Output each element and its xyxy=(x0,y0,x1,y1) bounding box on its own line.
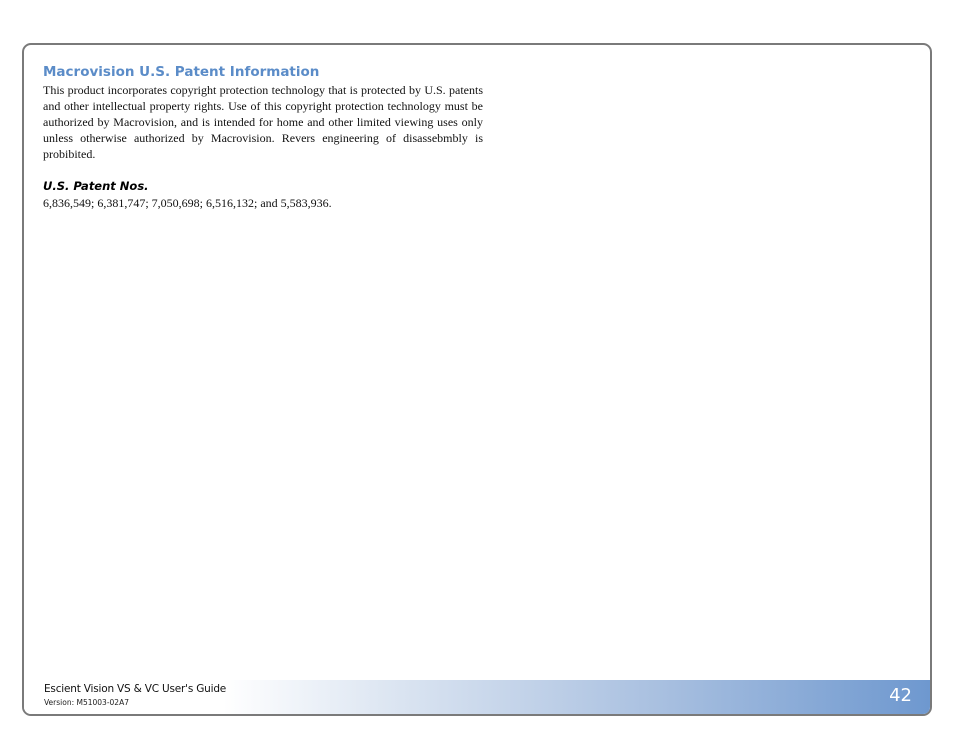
patents-list: 6,836,549; 6,381,747; 7,050,698; 6,516,132; and 5,583,936. xyxy=(43,196,332,210)
page-number: 42 xyxy=(889,685,912,706)
footer-guide-title: Escient Vision VS & VC User's Guide xyxy=(44,683,227,695)
section-title: Macrovision U.S. Patent Information xyxy=(43,64,320,80)
footer-version: Version: M51003-02A7 xyxy=(44,698,129,707)
page-frame xyxy=(22,43,932,716)
patents-heading: U.S. Patent Nos. xyxy=(43,179,149,193)
section-body: This product incorporates copyright protection technology that is protected by U.S. patents and other intellectual property rights. Use of this copyright protection technology must be authorized by Macrovision, and is intended for home and other limited viewing uses only unless otherwise authorized by Macrovision. Revers engineering of disassebmbly is probibited. xyxy=(43,83,483,161)
footer-bar xyxy=(24,680,930,714)
page-content xyxy=(43,64,483,211)
